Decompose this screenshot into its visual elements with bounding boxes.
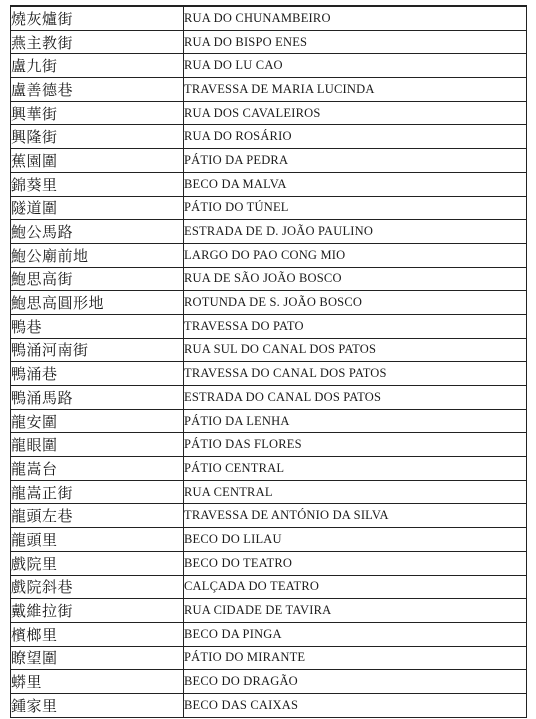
- portuguese-name-cell: BECO DA MALVA: [184, 172, 527, 196]
- portuguese-name-cell: PÁTIO CENTRAL: [184, 457, 527, 481]
- chinese-name-cell: 龍眼圍: [11, 433, 184, 457]
- table-row: [11, 314, 527, 338]
- chinese-name-cell: 龍嵩台: [11, 457, 184, 481]
- chinese-name-cell: 隧道圍: [11, 196, 184, 220]
- chinese-name-cell: 蟒里: [11, 670, 184, 694]
- chinese-name-cell: 鴨涌河南街: [11, 338, 184, 362]
- table-row: [11, 149, 527, 173]
- table-row: [11, 386, 527, 410]
- table-row: [11, 457, 527, 481]
- chinese-name-cell: 鍾家里: [11, 693, 184, 717]
- table-row: [11, 480, 527, 504]
- table-row: [11, 267, 527, 291]
- portuguese-name-cell: PÁTIO DAS FLORES: [184, 433, 527, 457]
- portuguese-name-cell: RUA DO ROSÁRIO: [184, 125, 527, 149]
- chinese-name-cell: 錦葵里: [11, 172, 184, 196]
- portuguese-name-cell: ESTRADA DO CANAL DOS PATOS: [184, 386, 527, 410]
- table-row: [11, 172, 527, 196]
- chinese-name-cell: 戲院斜巷: [11, 575, 184, 599]
- portuguese-name-cell: BECO DO TEATRO: [184, 551, 527, 575]
- portuguese-name-cell: BECO DO DRAGÃO: [184, 670, 527, 694]
- table-row: [11, 291, 527, 315]
- table-row: [11, 6, 527, 30]
- table-row: [11, 693, 527, 717]
- portuguese-name-cell: TRAVESSA DE MARIA LUCINDA: [184, 78, 527, 102]
- chinese-name-cell: 燕主教街: [11, 30, 184, 54]
- table-row: [11, 575, 527, 599]
- portuguese-name-cell: ESTRADA DE D. JOÃO PAULINO: [184, 220, 527, 244]
- portuguese-name-cell: RUA DO CHUNAMBEIRO: [184, 6, 527, 30]
- table-row: [11, 125, 527, 149]
- chinese-name-cell: 興隆街: [11, 125, 184, 149]
- table-row: [11, 101, 527, 125]
- chinese-name-cell: 燒灰爐街: [11, 6, 184, 30]
- chinese-name-cell: 龍嵩正街: [11, 480, 184, 504]
- chinese-name-cell: 龍頭里: [11, 528, 184, 552]
- table-row: [11, 622, 527, 646]
- street-name-list: [10, 5, 527, 715]
- portuguese-name-cell: BECO DAS CAIXAS: [184, 693, 527, 717]
- chinese-name-cell: 蕉園圍: [11, 149, 184, 173]
- table-row: [11, 670, 527, 694]
- portuguese-name-cell: CALÇADA DO TEATRO: [184, 575, 527, 599]
- portuguese-name-cell: PÁTIO DO MIRANTE: [184, 646, 527, 670]
- chinese-name-cell: 戴維拉街: [11, 599, 184, 623]
- table-row: [11, 504, 527, 528]
- table-row: [11, 599, 527, 623]
- portuguese-name-cell: RUA DO LU CAO: [184, 54, 527, 78]
- table-row: [11, 54, 527, 78]
- table-row: [11, 30, 527, 54]
- chinese-name-cell: 盧善德巷: [11, 78, 184, 102]
- table-row: [11, 338, 527, 362]
- portuguese-name-cell: LARGO DO PAO CONG MIO: [184, 243, 527, 267]
- table-row: [11, 646, 527, 670]
- chinese-name-cell: 鮑思高圓形地: [11, 291, 184, 315]
- portuguese-name-cell: BECO DA PINGA: [184, 622, 527, 646]
- table-row: [11, 528, 527, 552]
- portuguese-name-cell: TRAVESSA DO PATO: [184, 314, 527, 338]
- portuguese-name-cell: TRAVESSA DE ANTÓNIO DA SILVA: [184, 504, 527, 528]
- portuguese-name-cell: RUA DO BISPO ENES: [184, 30, 527, 54]
- portuguese-name-cell: PÁTIO DA PEDRA: [184, 149, 527, 173]
- chinese-name-cell: 戲院里: [11, 551, 184, 575]
- chinese-name-cell: 鮑公馬路: [11, 220, 184, 244]
- portuguese-name-cell: PÁTIO DO TÚNEL: [184, 196, 527, 220]
- table-row: [11, 409, 527, 433]
- table-row: [11, 433, 527, 457]
- street-name-table: [10, 5, 527, 718]
- portuguese-name-cell: BECO DO LILAU: [184, 528, 527, 552]
- chinese-name-cell: 鮑公廟前地: [11, 243, 184, 267]
- portuguese-name-cell: RUA DOS CAVALEIROS: [184, 101, 527, 125]
- portuguese-name-cell: ROTUNDA DE S. JOÃO BOSCO: [184, 291, 527, 315]
- portuguese-name-cell: TRAVESSA DO CANAL DOS PATOS: [184, 362, 527, 386]
- table-row: [11, 362, 527, 386]
- portuguese-name-cell: RUA CIDADE DE TAVIRA: [184, 599, 527, 623]
- chinese-name-cell: 鴨巷: [11, 314, 184, 338]
- table-row: [11, 551, 527, 575]
- portuguese-name-cell: PÁTIO DA LENHA: [184, 409, 527, 433]
- chinese-name-cell: 興華街: [11, 101, 184, 125]
- chinese-name-cell: 鮑思高街: [11, 267, 184, 291]
- chinese-name-cell: 盧九街: [11, 54, 184, 78]
- table-row: [11, 196, 527, 220]
- chinese-name-cell: 瞭望圍: [11, 646, 184, 670]
- table-row: [11, 78, 527, 102]
- chinese-name-cell: 龍安圍: [11, 409, 184, 433]
- chinese-name-cell: 檳榔里: [11, 622, 184, 646]
- table-row: [11, 243, 527, 267]
- portuguese-name-cell: RUA CENTRAL: [184, 480, 527, 504]
- chinese-name-cell: 龍頭左巷: [11, 504, 184, 528]
- portuguese-name-cell: RUA SUL DO CANAL DOS PATOS: [184, 338, 527, 362]
- table-row: [11, 220, 527, 244]
- portuguese-name-cell: RUA DE SÃO JOÃO BOSCO: [184, 267, 527, 291]
- chinese-name-cell: 鴨涌巷: [11, 362, 184, 386]
- chinese-name-cell: 鴨涌馬路: [11, 386, 184, 410]
